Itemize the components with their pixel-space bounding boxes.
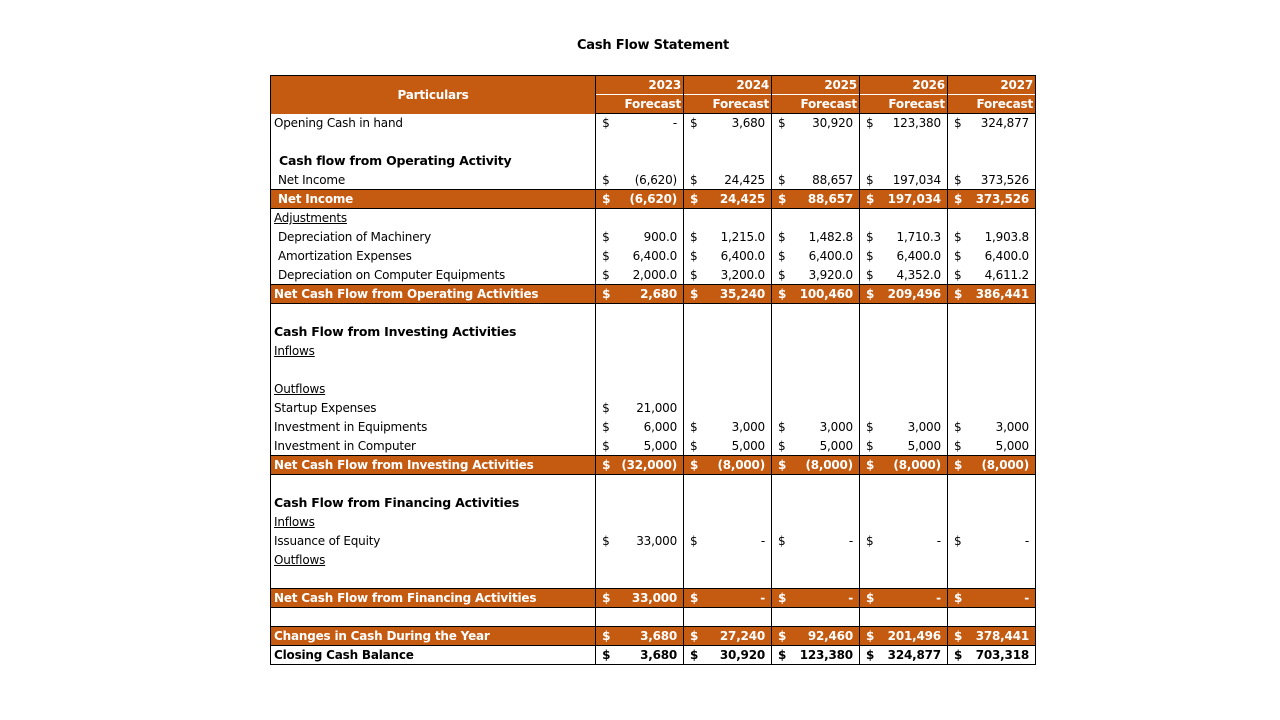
currency-symbol: $ <box>947 437 970 456</box>
amortization-row <box>271 247 1036 266</box>
financing-heading <box>271 494 1036 513</box>
row-label: Issuance of Equity <box>271 532 596 551</box>
currency-symbol: $ <box>772 114 795 133</box>
opening-cash-row <box>271 114 1036 133</box>
cell-value: (6,620) <box>634 172 678 187</box>
currency-symbol: $ <box>859 646 882 665</box>
investing-inflows-heading <box>271 342 1036 361</box>
cash-flow-table <box>270 75 1036 665</box>
row-label: Depreciation on Computer Equipments <box>271 266 596 285</box>
page-title: Cash Flow Statement <box>576 38 730 53</box>
cell-value: 324,877 <box>970 114 1036 133</box>
currency-symbol: $ <box>684 646 707 665</box>
cell-value: 2,680 <box>618 285 683 304</box>
currency-symbol: $ <box>772 456 795 475</box>
currency-symbol <box>859 399 882 418</box>
cell-value: 6,400.0 <box>970 247 1036 266</box>
cell-value: 123,380 <box>892 116 941 131</box>
currency-symbol: $ <box>684 114 707 133</box>
currency-symbol: $ <box>947 114 970 133</box>
currency-symbol: $ <box>859 190 882 209</box>
cell-value <box>882 399 947 418</box>
cell-value: 4,352.0 <box>896 267 941 282</box>
year-header: 2024 <box>684 76 772 95</box>
cell-value <box>970 399 1036 418</box>
row-label: Depreciation of Machinery <box>271 228 596 247</box>
cell-value: 703,318 <box>970 646 1036 665</box>
cell-value: 35,240 <box>706 285 771 304</box>
currency-symbol: $ <box>859 418 882 437</box>
cell-value: 324,877 <box>882 646 947 665</box>
cell-value: 88,657 <box>812 172 853 187</box>
currency-symbol: $ <box>772 627 795 646</box>
currency-symbol: $ <box>684 171 707 190</box>
row-label: Net Cash Flow from Financing Activities <box>271 589 596 608</box>
currency-symbol: $ <box>684 532 707 551</box>
net-investing-row <box>271 456 1036 475</box>
cell-value: 88,657 <box>794 190 859 209</box>
cell-value: 2,000.0 <box>632 267 678 282</box>
financing-inflows-heading-label: Inflows <box>274 515 315 529</box>
currency-symbol: $ <box>947 228 970 247</box>
currency-symbol: $ <box>947 532 970 551</box>
currency-symbol: $ <box>772 437 795 456</box>
cell-value: (8,000) <box>882 456 947 475</box>
currency-symbol: $ <box>684 190 707 209</box>
cell-value: - <box>970 532 1036 551</box>
currency-symbol: $ <box>859 456 882 475</box>
currency-symbol: $ <box>947 646 970 665</box>
currency-symbol: $ <box>947 456 970 475</box>
currency-symbol: $ <box>684 437 707 456</box>
currency-symbol: $ <box>859 247 882 266</box>
currency-symbol: $ <box>684 589 707 608</box>
currency-symbol: $ <box>947 418 970 437</box>
operating-heading-label: Cash flow from Operating Activity <box>279 153 512 168</box>
currency-symbol: $ <box>772 171 795 190</box>
cell-value: 1,482.8 <box>808 230 853 244</box>
currency-symbol: $ <box>684 228 707 247</box>
currency-symbol: $ <box>602 249 610 263</box>
cell-value: 27,240 <box>706 627 771 646</box>
currency-symbol: $ <box>859 437 882 456</box>
cell-value: 378,441 <box>970 627 1036 646</box>
forecast-header: Forecast <box>684 95 772 114</box>
cell-value: 3,680 <box>618 646 683 665</box>
currency-symbol: $ <box>596 646 619 665</box>
cell-value: 3,000 <box>907 420 941 434</box>
currency-symbol: $ <box>596 627 619 646</box>
currency-symbol: $ <box>859 532 882 551</box>
startup-expenses-row <box>271 399 1036 418</box>
row-label: Opening Cash in hand <box>271 114 596 133</box>
financing-inflows-heading <box>271 513 1036 532</box>
investing-inflows-heading-label: Inflows <box>274 344 315 358</box>
row-label: Investment in Equipments <box>271 418 596 437</box>
depreciation-computer-row <box>271 266 1036 285</box>
row-label: Investment in Computer <box>271 437 596 456</box>
cell-value: 373,526 <box>970 171 1036 190</box>
investing-outflows-heading-label: Outflows <box>274 382 326 396</box>
currency-symbol: $ <box>947 171 970 190</box>
investing-heading <box>271 323 1036 342</box>
currency-symbol: $ <box>684 247 707 266</box>
row-label: Changes in Cash During the Year <box>271 627 596 646</box>
currency-symbol: $ <box>772 418 795 437</box>
cell-value: 197,034 <box>882 190 947 209</box>
currency-symbol: $ <box>602 267 610 282</box>
currency-symbol: $ <box>684 627 707 646</box>
cell-value: 3,000 <box>731 420 765 434</box>
cell-value: 24,425 <box>724 172 765 187</box>
currency-symbol: $ <box>859 228 882 247</box>
currency-symbol: $ <box>772 285 795 304</box>
year-header: 2023 <box>596 76 684 95</box>
net-income-row <box>271 171 1036 190</box>
currency-symbol: $ <box>947 247 970 266</box>
cell-value: 30,920 <box>812 116 853 131</box>
year-header: 2026 <box>859 76 947 95</box>
cell-value: - <box>936 534 941 548</box>
currency-symbol: $ <box>859 285 882 304</box>
currency-symbol: $ <box>947 285 970 304</box>
currency-symbol: $ <box>602 401 610 415</box>
depreciation-machinery-row <box>271 228 1036 247</box>
forecast-header: Forecast <box>947 95 1035 114</box>
currency-symbol: $ <box>859 171 882 190</box>
currency-symbol: $ <box>602 172 610 187</box>
adjustments-heading-label: Adjustments <box>274 211 347 226</box>
spacer-row <box>271 475 1036 494</box>
cell-value: 30,920 <box>706 646 771 665</box>
currency-symbol <box>947 399 970 418</box>
cell-value: 6,400.0 <box>808 249 853 263</box>
header-row-years <box>271 76 1036 95</box>
cell-value: 92,460 <box>794 627 859 646</box>
row-label: Net Cash Flow from Operating Activities <box>271 285 596 304</box>
year-header: 2025 <box>772 76 860 95</box>
cell-value <box>794 399 859 418</box>
cell-value: 6,400.0 <box>632 249 678 263</box>
net-operating-row <box>271 285 1036 304</box>
cell-value: - <box>760 534 765 548</box>
cell-value: (8,000) <box>970 456 1036 475</box>
closing-cash-row <box>271 646 1036 665</box>
cell-value: 5,000 <box>819 438 853 453</box>
cell-value: 3,000 <box>970 418 1036 437</box>
cell-value: 5,000 <box>907 438 941 453</box>
cell-value: 201,496 <box>882 627 947 646</box>
year-header: 2027 <box>947 76 1035 95</box>
investment-equipments-row <box>271 418 1036 437</box>
financing-outflows-heading <box>271 551 1036 570</box>
cell-value: 386,441 <box>970 285 1036 304</box>
issuance-equity-row <box>271 532 1036 551</box>
cell-value: 1,215.0 <box>720 230 765 244</box>
row-label: Startup Expenses <box>271 399 596 418</box>
cell-value: 123,380 <box>794 646 859 665</box>
cell-value: - <box>706 589 771 608</box>
investment-computer-row <box>271 437 1036 456</box>
currency-symbol: $ <box>859 589 882 608</box>
cell-value: 5,000 <box>643 438 678 453</box>
forecast-header: Forecast <box>772 95 860 114</box>
cell-value: 5,000 <box>731 438 765 453</box>
currency-symbol: $ <box>596 456 619 475</box>
currency-symbol: $ <box>772 228 795 247</box>
financing-heading-label: Cash Flow from Financing Activities <box>274 495 520 510</box>
forecast-header: Forecast <box>859 95 947 114</box>
currency-symbol: $ <box>772 266 795 285</box>
currency-symbol <box>684 399 707 418</box>
spacer-row <box>271 361 1036 380</box>
currency-symbol: $ <box>859 266 882 285</box>
cell-value: (8,000) <box>794 456 859 475</box>
currency-symbol: $ <box>859 627 882 646</box>
row-label: Net Income <box>271 190 596 209</box>
particulars-header: Particulars <box>271 76 596 114</box>
currency-symbol: $ <box>602 438 610 453</box>
currency-symbol: $ <box>684 456 707 475</box>
cell-value: - <box>672 116 678 131</box>
currency-symbol: $ <box>602 534 610 548</box>
cell-value: 6,400.0 <box>896 249 941 263</box>
cell-value: 4,611.2 <box>970 266 1036 285</box>
forecast-header: Forecast <box>596 95 684 114</box>
currency-symbol: $ <box>772 589 795 608</box>
operating-heading <box>271 152 1036 171</box>
cell-value: 209,496 <box>882 285 947 304</box>
cell-value: 3,680 <box>618 627 683 646</box>
currency-symbol: $ <box>772 646 795 665</box>
net-income-total-row <box>271 190 1036 209</box>
currency-symbol: $ <box>772 532 795 551</box>
currency-symbol: $ <box>947 589 970 608</box>
currency-symbol: $ <box>602 116 610 131</box>
currency-symbol: $ <box>684 285 707 304</box>
currency-symbol: $ <box>684 418 707 437</box>
row-label: Net Cash Flow from Investing Activities <box>271 456 596 475</box>
currency-symbol: $ <box>772 247 795 266</box>
spacer-row <box>271 570 1036 589</box>
currency-symbol: $ <box>596 190 619 209</box>
cell-value: 21,000 <box>636 401 678 415</box>
investing-heading-label: Cash Flow from Investing Activities <box>274 324 517 339</box>
spacer-row <box>271 608 1036 627</box>
financing-outflows-heading-label: Outflows <box>274 553 326 567</box>
changes-in-cash-row <box>271 627 1036 646</box>
currency-symbol: $ <box>596 285 619 304</box>
cell-value: 1,710.3 <box>896 230 941 244</box>
cell-value: 5,000 <box>970 437 1036 456</box>
cell-value: 6,400.0 <box>720 249 765 263</box>
cell-value: 3,200.0 <box>720 267 765 282</box>
row-label: Closing Cash Balance <box>271 646 596 665</box>
row-label: Amortization Expenses <box>271 247 596 266</box>
cell-value: - <box>882 589 947 608</box>
cell-value: 3,920.0 <box>808 267 853 282</box>
cell-value: 33,000 <box>636 534 678 548</box>
currency-symbol: $ <box>947 190 970 209</box>
investing-outflows-heading <box>271 380 1036 399</box>
cell-value: 3,680 <box>731 116 765 131</box>
currency-symbol: $ <box>596 589 619 608</box>
cell-value: 197,034 <box>892 172 941 187</box>
cell-value: 6,000 <box>643 420 678 434</box>
cell-value <box>706 399 771 418</box>
cell-value: 33,000 <box>618 589 683 608</box>
currency-symbol: $ <box>602 420 610 434</box>
cell-value: - <box>794 589 859 608</box>
cell-value: (6,620) <box>618 190 683 209</box>
cell-value: (8,000) <box>706 456 771 475</box>
cell-value: 373,526 <box>970 190 1036 209</box>
currency-symbol: $ <box>602 230 610 244</box>
spacer-row <box>271 304 1036 323</box>
currency-symbol: $ <box>684 266 707 285</box>
cell-value: 24,425 <box>706 190 771 209</box>
cell-value: 100,460 <box>794 285 859 304</box>
currency-symbol <box>772 399 795 418</box>
row-label: Net Income <box>271 171 596 190</box>
net-financing-row <box>271 589 1036 608</box>
cell-value: 3,000 <box>819 420 853 434</box>
currency-symbol: $ <box>947 266 970 285</box>
cell-value: (32,000) <box>618 456 683 475</box>
cell-value: - <box>970 589 1036 608</box>
cell-value: - <box>848 534 853 548</box>
adjustments-heading <box>271 209 1036 228</box>
cell-value: 1,903.8 <box>970 228 1036 247</box>
currency-symbol: $ <box>859 114 882 133</box>
currency-symbol: $ <box>947 627 970 646</box>
cell-value: 900.0 <box>643 230 678 244</box>
currency-symbol: $ <box>772 190 795 209</box>
spacer-row <box>271 133 1036 152</box>
